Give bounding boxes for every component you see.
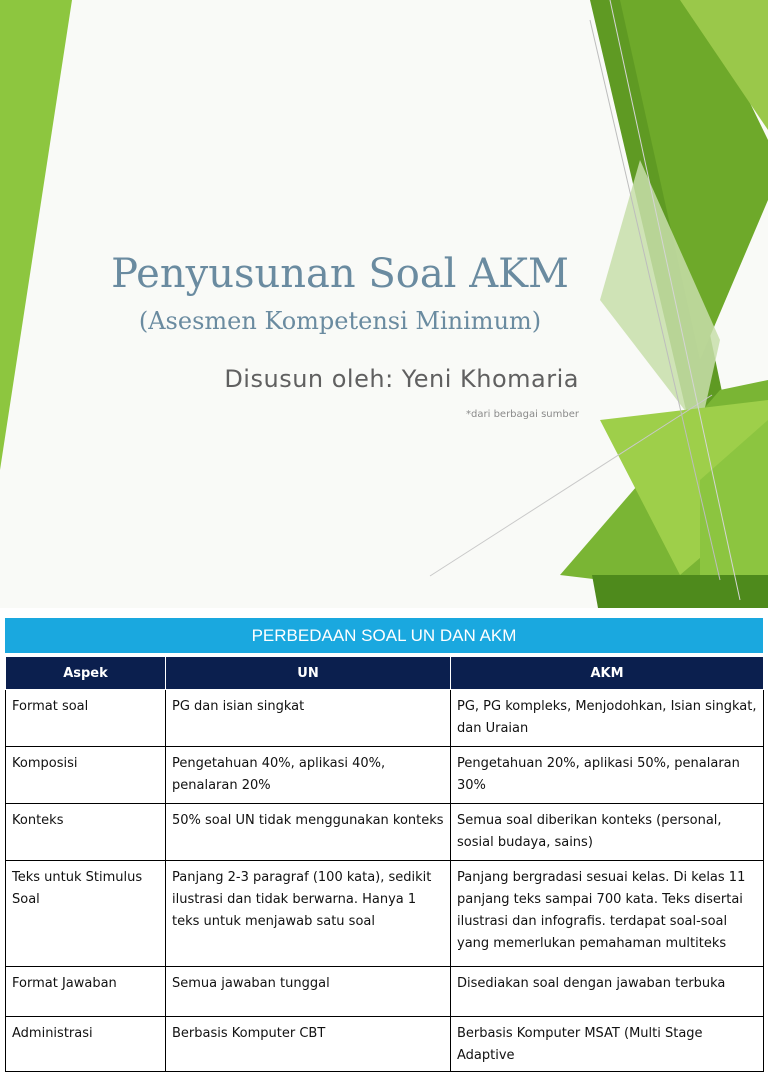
cell-akm: Disediakan soal dengan jawaban terbuka [451,967,764,1017]
cell-akm: PG, PG kompleks, Menjodohkan, Isian singkat, dan Uraian [451,690,764,747]
table-row [6,747,764,804]
table-row [6,1017,764,1072]
cell-un: Pengetahuan 40%, aplikasi 40%, penalaran 20% [166,747,451,804]
left-green-shape [0,0,72,470]
cell-un: Semua jawaban tunggal [166,967,451,1017]
cell-akm: Berbasis Komputer MSAT (Multi Stage Adaptive [451,1017,764,1072]
cell-un: Berbasis Komputer CBT [166,1017,451,1072]
cell-un: PG dan isian singkat [166,690,451,747]
table-row [6,967,764,1017]
comparison-slide [0,608,768,1063]
slide-title: Penyusunan Soal AKM [111,251,569,297]
cell-un: Panjang 2-3 paragraf (100 kata), sedikit ilustrasi dan tidak berwarna. Hanya 1 teks untuk menjawab satu soal [166,861,451,967]
comparison-banner: PERBEDAAN SOAL UN DAN AKM [5,618,763,653]
table-row [6,804,764,861]
header-aspek: Aspek [6,657,166,690]
header-un: UN [166,657,451,690]
cell-aspek: Format Jawaban [6,967,166,1017]
cell-akm: Pengetahuan 20%, aplikasi 50%, penalaran 30% [451,747,764,804]
header-akm: AKM [451,657,764,690]
right-bottom-edge-shape [592,575,768,608]
table-header-row [6,657,764,690]
table-row [6,861,764,967]
cell-aspek: Komposisi [6,747,166,804]
cell-akm: Panjang bergradasi sesuai kelas. Di kelas 11 panjang teks sampai 700 kata. Teks disertai ilustrasi dan infografis. terdapat soal-soal yang memerlukan pemahaman multiteks [451,861,764,967]
cell-aspek: Format soal [6,690,166,747]
comparison-table [5,656,764,1072]
cell-un: 50% soal UN tidak menggunakan konteks [166,804,451,861]
cell-akm: Semua soal diberikan konteks (personal, sosial budaya, sains) [451,804,764,861]
table-row [6,690,764,747]
source-note: *dari berbagai sumber [466,409,579,420]
cell-aspek: Teks untuk Stimulus Soal [6,861,166,967]
slide-subtitle: (Asesmen Kompetensi Minimum) [138,307,542,335]
cell-aspek: Konteks [6,804,166,861]
cell-aspek: Administrasi [6,1017,166,1072]
author-line: Disusun oleh: Yeni Khomaria [224,365,579,393]
